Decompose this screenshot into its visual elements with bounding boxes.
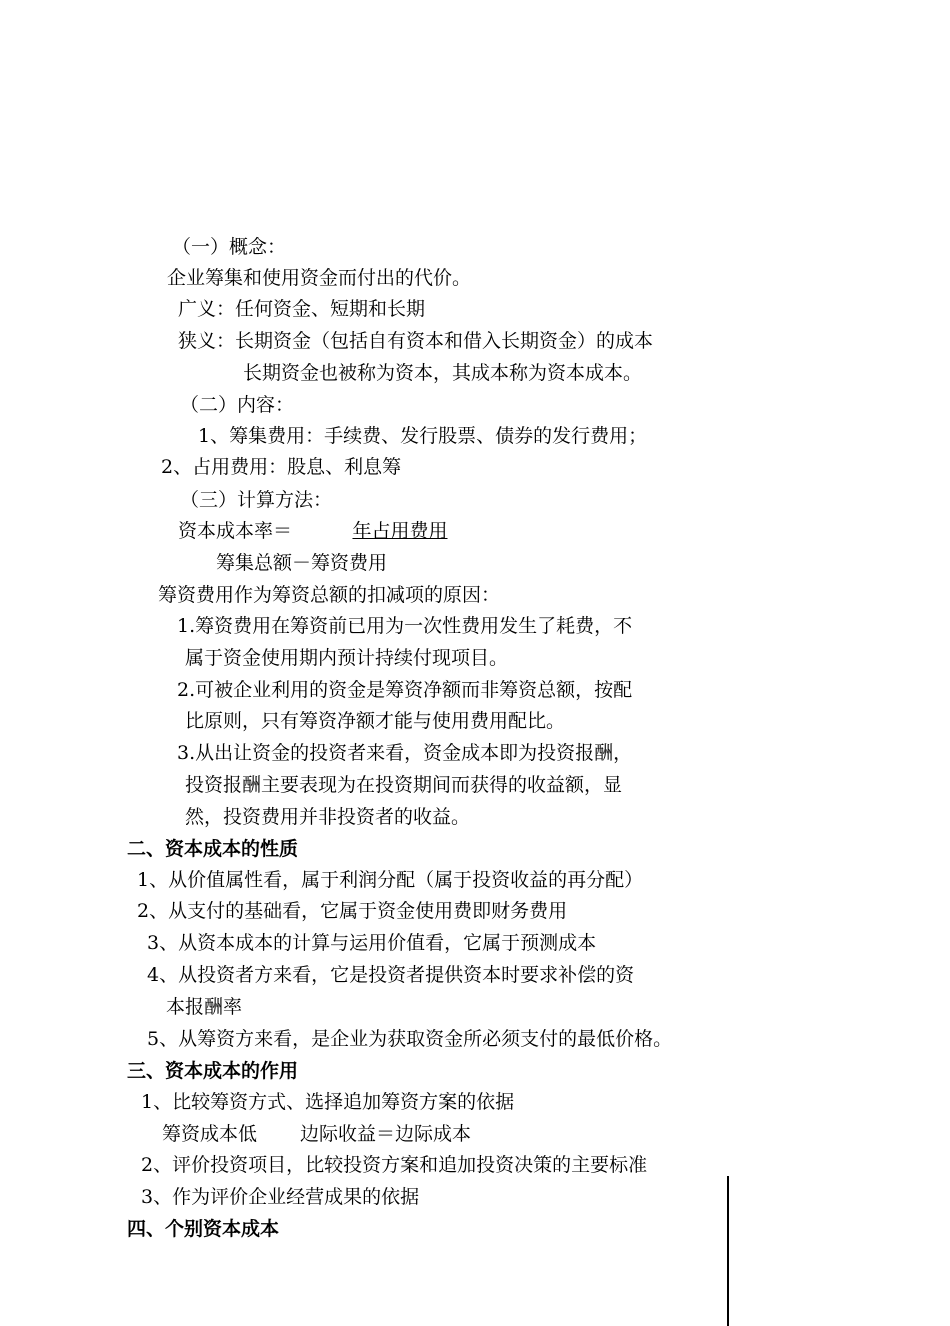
individual-heading: 四、个别资本成本 (127, 1218, 280, 1240)
concept-narrow-note: 长期资金也被称为资本，其成本称为资本成本。 (243, 362, 643, 384)
nature-item-2: 2、从支付的基础看，它属于资金使用费即财务费用 (137, 900, 568, 922)
content-heading: （二）内容： (180, 394, 295, 416)
method-heading: （三）计算方法： (180, 489, 333, 511)
concept-broad: 广义：任何资金、短期和长期 (178, 298, 426, 320)
concept-heading: （一）概念： (172, 236, 287, 258)
formula-numerator: 年占用费用 (352, 520, 448, 542)
concept-narrow: 狭义：长期资金（包括自有资本和借入长期资金）的成本 (178, 330, 654, 352)
nature-heading: 二、资本成本的性质 (127, 838, 299, 860)
nature-item-5: 5、从筹资方来看，是企业为获取资金所必须支付的最低价格。 (147, 1028, 673, 1050)
reason-3-line-2: 投资报酬主要表现为在投资期间而获得的收益额，显 (185, 774, 623, 796)
margin-rule (727, 1176, 729, 1326)
reason-1-line-1: 1.筹资费用在筹资前已用为一次性费用发生了耗费，不 (177, 615, 633, 637)
role-heading: 三、资本成本的作用 (127, 1060, 299, 1082)
role-item-2: 2、评价投资项目，比较投资方案和追加投资决策的主要标准 (141, 1154, 648, 1176)
role-item-1: 1、比较筹资方式、选择追加筹资方案的依据 (141, 1091, 515, 1113)
role-item-1-note-a: 筹资成本低 (162, 1123, 258, 1145)
content-item-2: 2、占用费用：股息、利息筹 (161, 456, 402, 478)
reason-3-line-3: 然，投资费用并非投资者的收益。 (185, 806, 471, 828)
formula-label: 资本成本率＝ (178, 520, 293, 542)
nature-item-1: 1、从价值属性看，属于利润分配（属于投资收益的再分配） (137, 869, 644, 891)
nature-item-3: 3、从资本成本的计算与运用价值看，它属于预测成本 (147, 932, 597, 954)
concept-definition: 企业筹集和使用资金而付出的代价。 (167, 267, 472, 289)
role-item-3: 3、作为评价企业经营成果的依据 (141, 1186, 420, 1208)
reason-2-line-2: 比原则，只有筹资净额才能与使用费用配比。 (185, 710, 566, 732)
nature-item-4-line-1: 4、从投资者方来看，它是投资者提供资本时要求补偿的资 (147, 964, 635, 986)
nature-item-4-line-2: 本报酬率 (166, 996, 243, 1018)
reason-1-line-2: 属于资金使用期内预计持续付现项目。 (185, 647, 509, 669)
reason-2-line-1: 2.可被企业利用的资金是筹资净额而非筹资总额，按配 (177, 679, 633, 701)
formula-denominator: 筹集总额－筹资费用 (216, 552, 388, 574)
role-item-1-note-b: 边际收益＝边际成本 (300, 1123, 472, 1145)
content-item-1: 1、筹集费用：手续费、发行股票、债券的发行费用； (198, 425, 648, 447)
reason-heading: 筹资费用作为筹资总额的扣减项的原因： (158, 584, 501, 606)
reason-3-line-1: 3.从出让资金的投资者来看，资金成本即为投资报酬， (177, 742, 633, 764)
